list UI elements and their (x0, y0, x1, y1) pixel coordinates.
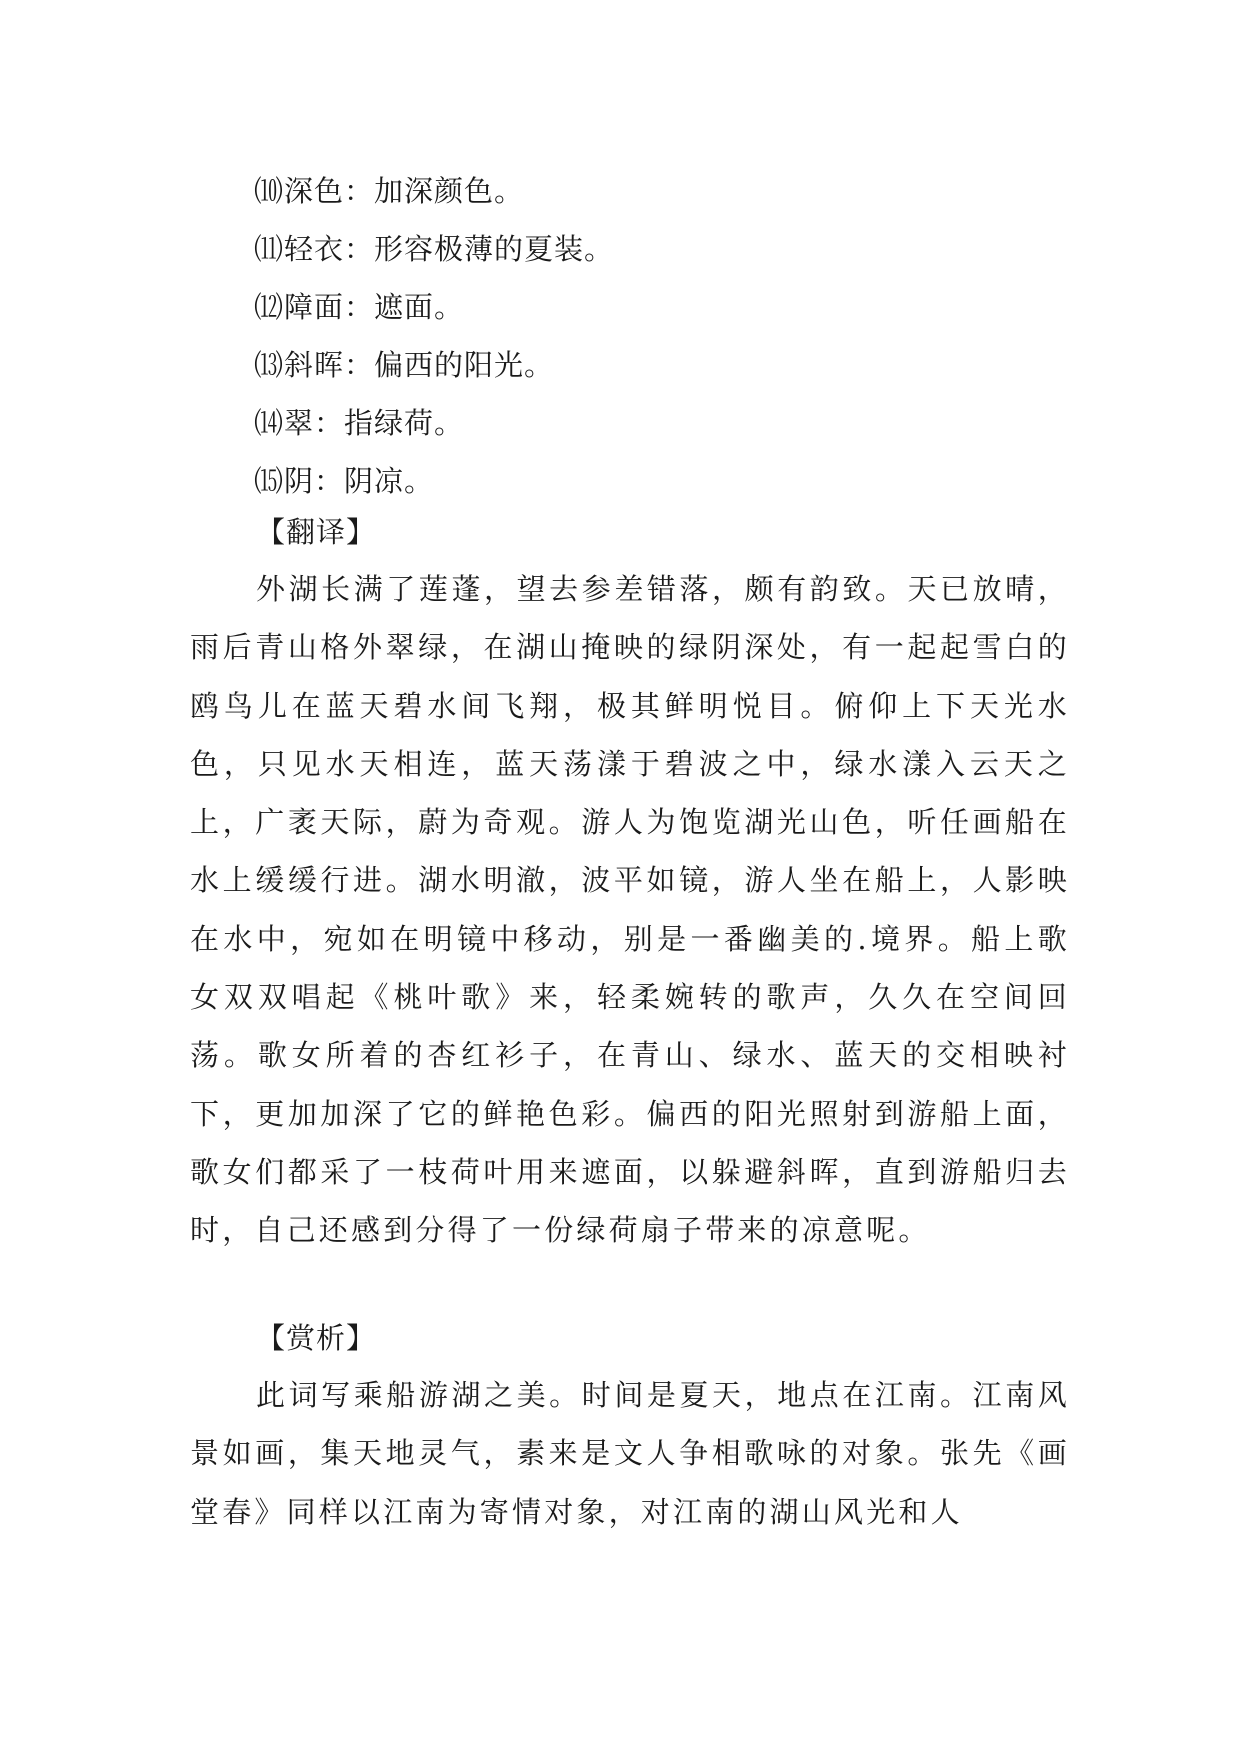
translation-heading: 【翻译】 (256, 515, 377, 549)
annotation-item: ⒁翠：指绿荷。 (254, 406, 465, 440)
appreciation-heading: 【赏析】 (256, 1321, 377, 1355)
annotation-item: ⑿障面：遮面。 (254, 290, 465, 324)
appreciation-paragraph: 此词写乘船游湖之美。时间是夏天，地点在江南。江南风景如画，集天地灵气，素来是文人争相歌咏的对象。张先《画堂春》同样以江南为寄情对象，对江南的湖山风光和人 (190, 1378, 1070, 1529)
translation-paragraph: 外湖长满了莲蓬，望去参差错落，颇有韵致。天已放晴，雨后青山格外翠绿，在湖山掩映的绿阴深处，有一起起雪白的鸥鸟儿在蓝天碧水间飞翔，极其鲜明悦目。俯仰上下天光水色，只见水天相连，蓝天荡漾于碧波之中，绿水漾入云天之上，广袤天际，蔚为奇观。游人为饱览湖光山色，听任画船在水上缓缓行进。湖水明澈，波平如镜，游人坐在船上，人影映在水中，宛如在明镜中移动，别是一番幽美的.境界。船上歌女双双唱起《桃叶歌》来，轻柔婉转的歌声，久久在空间回荡。歌女所着的杏红衫子，在青山、绿水、蓝天的交相映衬下，更加加深了它的鲜艳色彩。偏西的阳光照射到游船上面，歌女们都采了一枝荷叶用来遮面，以躲避斜晖，直到游船归去时，自己还感到分得了一份绿荷扇子带来的凉意呢。 (190, 572, 1070, 1248)
annotation-item: ⑽深色：加深颜色。 (254, 174, 525, 208)
annotation-item: ⒀斜晖：偏西的阳光。 (254, 348, 555, 382)
annotation-item: ⒂阴：阴凉。 (254, 464, 435, 498)
annotation-item: ⑾轻衣：形容极薄的夏装。 (254, 232, 615, 266)
annotation-list (254, 162, 1074, 510)
